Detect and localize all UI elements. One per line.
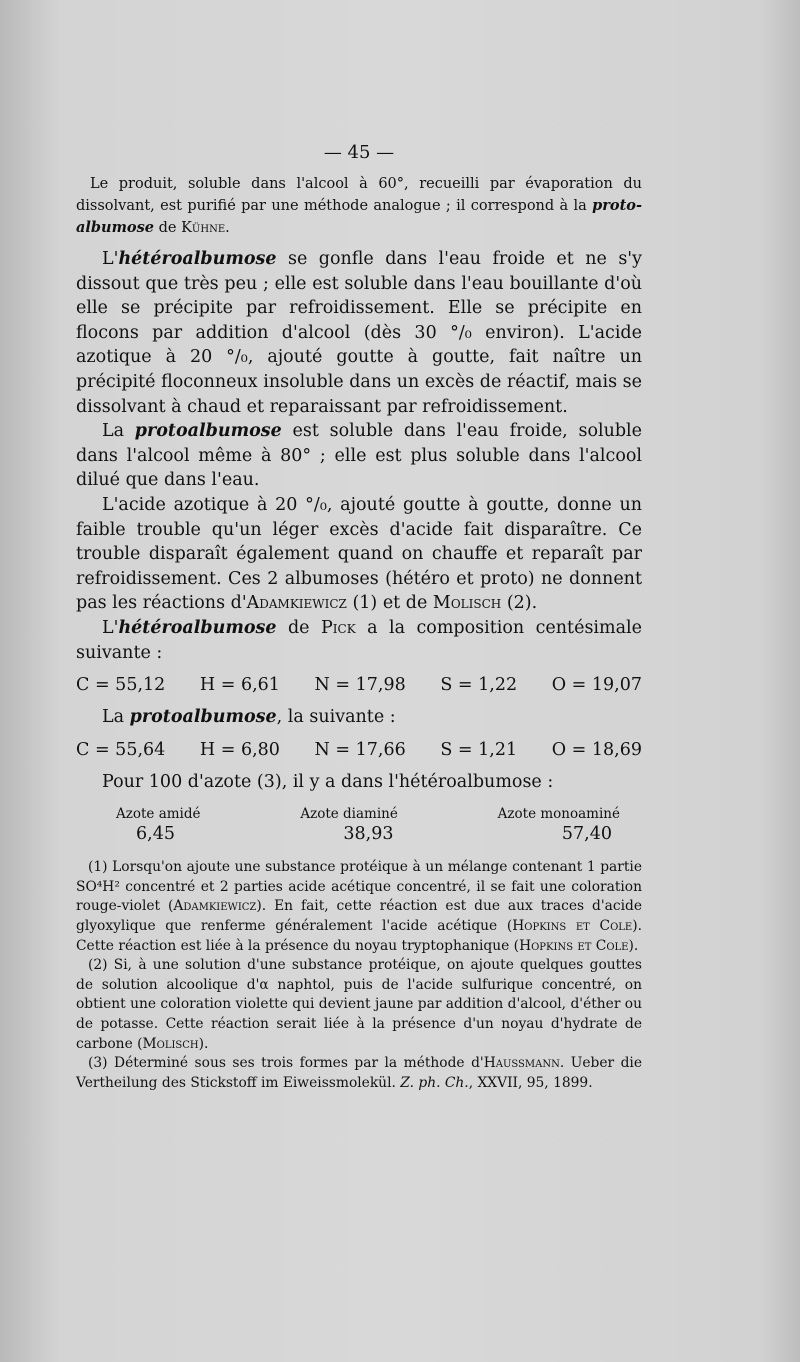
composition-value: N = 17,66: [314, 739, 406, 760]
term-proto-albumose: proto-albumose: [76, 197, 642, 236]
composition-value: O = 18,69: [551, 739, 642, 760]
azote-value: 38,93: [343, 824, 394, 845]
paragraph-acide-azotique: L'acide azotique à 20 °/₀, ajouté goutte à goutte, donne un faible trouble qu'un léger excès d'acide fait disparaître. Ce trouble disparaît également quand on chauffe et reparaît par refroidissement. Ces 2 albumoses (hétéro et proto) ne donnent pas les réactions d'Adamkiewicz (1) et de Molisch (2).: [76, 494, 642, 614]
composition-value: O = 19,07: [551, 675, 642, 696]
footnote-3: (3) Déterminé sous ses trois formes par la méthode d'Haussmann. Ueber die Vertheilung des Stickstoff im Eiweissmolekül. Z. ph. Ch., XXVII, 95, 1899.: [76, 1055, 642, 1091]
page-number: — 45 —: [323, 142, 395, 163]
composition-value: H = 6,61: [199, 675, 280, 696]
composition-value: S = 1,21: [440, 739, 518, 760]
page-content: [76, 142, 642, 1093]
composition-value: C = 55,64: [76, 739, 166, 760]
author-pick: Pick: [321, 617, 356, 638]
intro-paragraph: Le produit, soluble dans l'alcool à 60°, recueilli par évaporation du dissolvant, est purifié par une méthode analogue ; il correspond à la proto-albumose de Kühne.: [76, 176, 642, 236]
author-kuhne: Kühne: [181, 220, 226, 236]
azote-header: Azote monoaminé: [497, 806, 620, 823]
paragraph-composition-intro: L'hétéroalbumose de Pick a la composition centésimale suivante :: [76, 617, 642, 663]
azote-header: Azote diaminé: [300, 806, 398, 823]
author-molisch: Molisch: [432, 593, 502, 614]
composition-value: S = 1,22: [440, 675, 518, 696]
composition-value: C = 55,12: [76, 675, 166, 696]
azote-table-header: [76, 806, 642, 822]
paragraph-heteroalbumose: L'hétéroalbumose se gonfle dans l'eau froide et ne s'y dissout que très peu ; elle est soluble dans l'eau bouillante d'où elle se précipite par refroidissement. Elle se précipite en flocons par addition d'alcool (dès 30 °/₀ environ). L'acide azotique à 20 °/₀, ajouté goutte à goutte, fait naître un précipité floconneux insoluble dans un excès de réactif, mais se dissolvant à chaud et reparaissant par refroidissement.: [76, 249, 642, 417]
paragraph-protoalbumose: La protoalbumose est soluble dans l'eau froide, soluble dans l'alcool même à 80° ; elle est plus soluble dans l'alcool dilué que dans l'eau.: [76, 421, 642, 491]
term-protoalbumose: protoalbumose: [134, 421, 282, 442]
author-adamkiewicz: Adamkiewicz: [246, 593, 347, 614]
paragraph-azote-intro: Pour 100 d'azote (3), il y a dans l'hétéroalbumose :: [102, 771, 554, 792]
footnote-1: (1) Lorsqu'on ajoute une substance protéique à un mélange contenant 1 partie SO⁴H² concentré et 2 parties acide acétique concentré, il se fait une coloration rouge-violet (Adamkiewicz). En fait, cette réaction est due aux traces d'acide glyoxylique que renferme généralement l'acide acétique (Hopkins et Cole). Cette réaction est liée à la présence du noyau tryptophanique (Hopkins et Cole).: [76, 859, 642, 954]
footnotes: [76, 858, 642, 1093]
term-heteroalbumose: hétéroalbumose: [118, 249, 277, 269]
composition-proto-row: [76, 738, 642, 762]
azote-table-values: [76, 824, 642, 844]
paragraph-proto-composition-intro: La protoalbumose, la suivante :: [102, 707, 396, 728]
term-protoalbumose-2: protoalbumose: [129, 707, 277, 728]
footnote-2: (2) Si, à une solution d'une substance protéique, on ajoute quelques gouttes de solution alcoolique d'α naphtol, puis de l'acide sulfurique concentré, on obtient une coloration violette qui devient jaune par addition d'alcool, d'éther ou de potasse. Cette réaction serait liée à la présence d'un noyau d'hydrate de carbone (Molisch).: [76, 957, 642, 1052]
term-heteroalbumose-2: hétéroalbumose: [118, 617, 277, 638]
azote-value: 57,40: [561, 824, 612, 845]
azote-header: Azote amidé: [116, 806, 201, 823]
composition-value: H = 6,80: [199, 739, 280, 760]
composition-value: N = 17,98: [314, 675, 406, 696]
composition-hetero-row: [76, 673, 642, 697]
azote-value: 6,45: [136, 824, 175, 845]
